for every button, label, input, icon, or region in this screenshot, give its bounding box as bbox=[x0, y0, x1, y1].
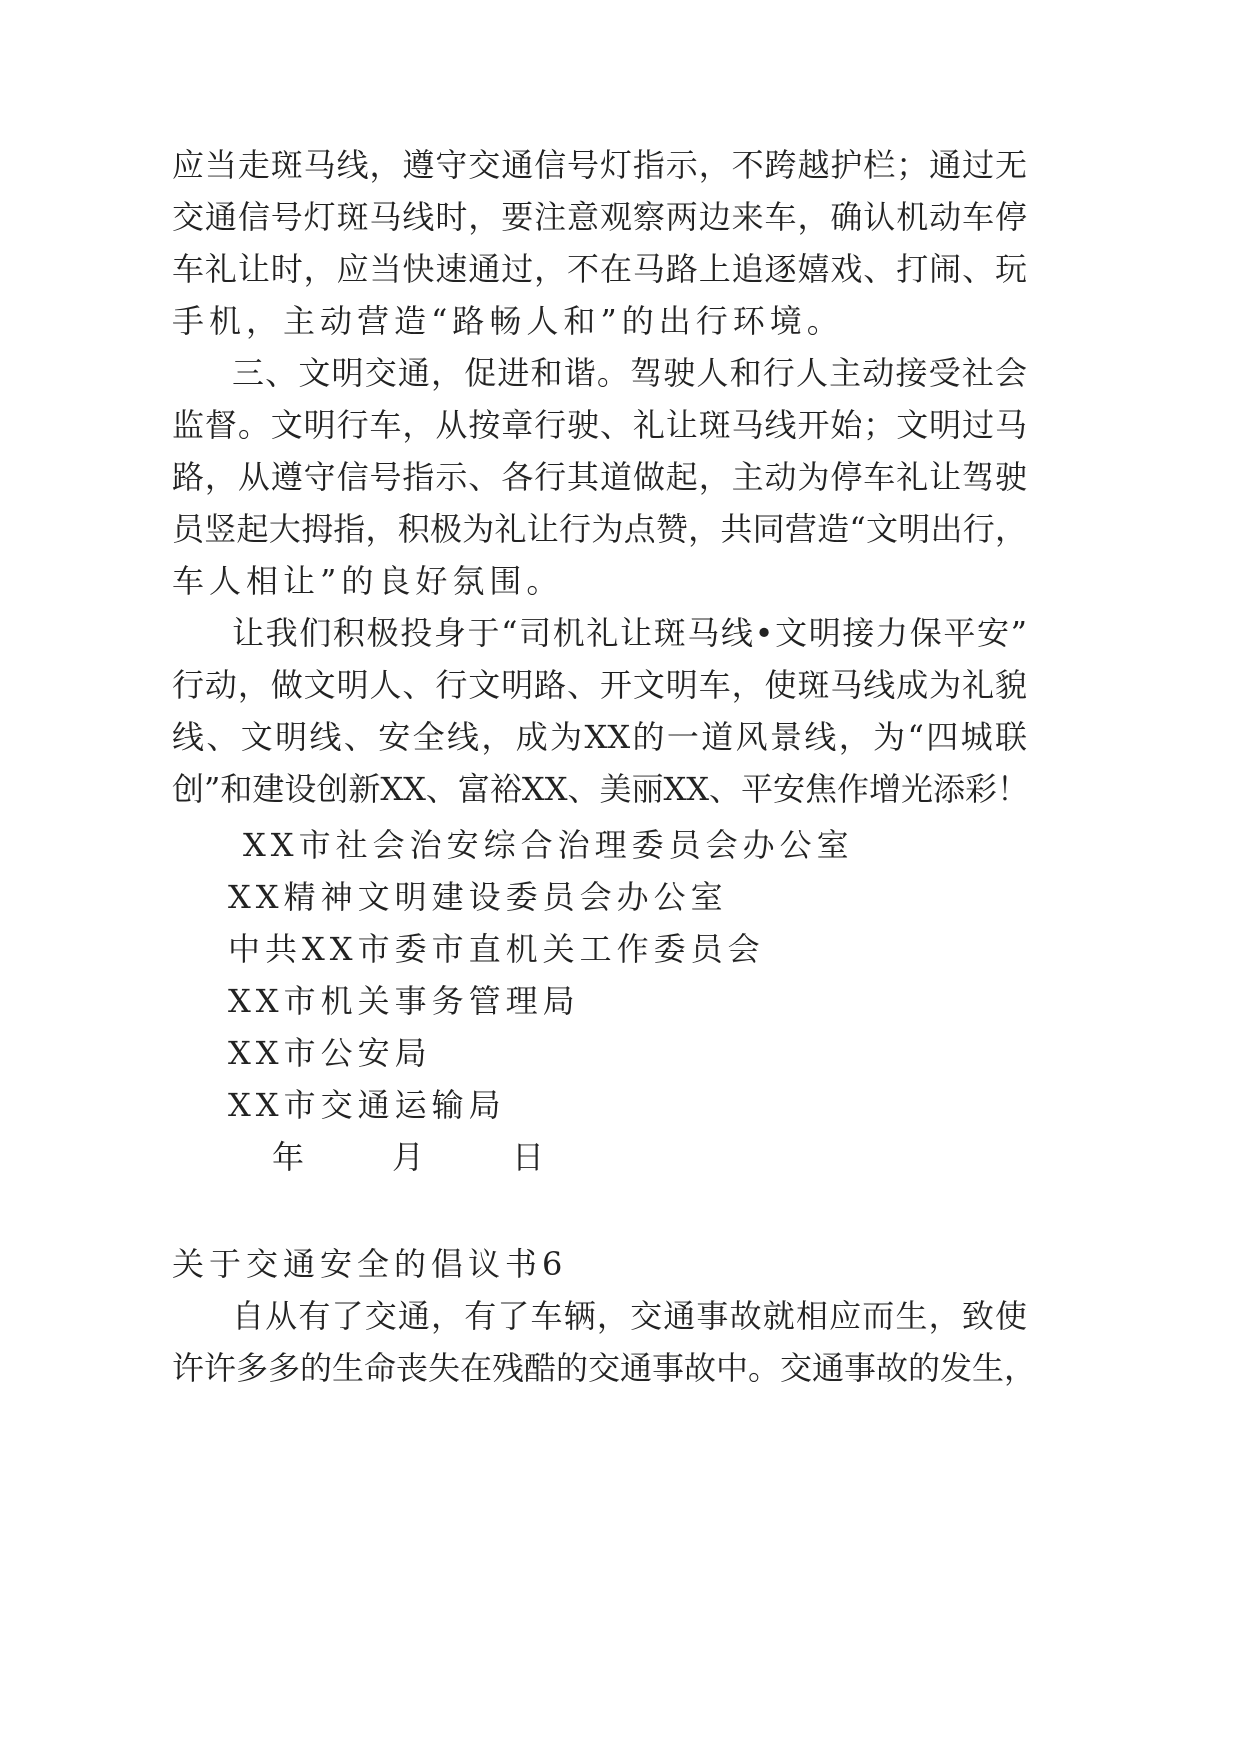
paragraph-line: 车礼让时，应当快速通过，不在马路上追逐嬉戏、打闹、玩 bbox=[172, 250, 1027, 288]
paragraph-line: 路，从遵守信号指示、各行其道做起，主动为停车礼让驾驶 bbox=[172, 458, 1027, 496]
section-title: 关于交通安全的倡议书6 bbox=[172, 1245, 568, 1283]
paragraph-line: 员竖起大拇指，积极为礼让行为点赞，共同营造“文明出行， bbox=[172, 510, 1027, 548]
signatory: XX市机关事务管理局 bbox=[228, 982, 580, 1020]
signatory: XX精神文明建设委员会办公室 bbox=[228, 878, 728, 916]
paragraph-line: 交通信号灯斑马线时，要注意观察两边来车，确认机动车停 bbox=[172, 198, 1027, 236]
signatory: XX市社会治安综合治理委员会办公室 bbox=[243, 826, 854, 864]
paragraph-line: 手机，主动营造“路畅人和”的出行环境。 bbox=[172, 302, 844, 340]
paragraph-line: 车人相让”的良好氛围。 bbox=[172, 562, 564, 600]
signatory: 中共XX市委市直机关工作委员会 bbox=[228, 930, 765, 968]
paragraph-line: 线、文明线、安全线，成为XX的一道风景线，为“四城联 bbox=[172, 718, 1027, 756]
date-line: 年 月 日 bbox=[272, 1138, 553, 1176]
paragraph-line: 创”和建设创新XX、富裕XX、美丽XX、平安焦作增光添彩！ bbox=[172, 770, 1030, 808]
paragraph-line: 自从有了交通，有了车辆，交通事故就相应而生，致使 bbox=[232, 1297, 1027, 1335]
paragraph-line: 监督。文明行车，从按章行驶、礼让斑马线开始；文明过马 bbox=[172, 406, 1027, 444]
paragraph-line: 应当走斑马线，遵守交通信号灯指示，不跨越护栏；通过无 bbox=[172, 146, 1027, 184]
signatory: XX市交通运输局 bbox=[228, 1086, 506, 1124]
paragraph-line: 许许多多的生命丧失在残酷的交通事故中。交通事故的发生， bbox=[172, 1349, 1037, 1387]
paragraph-line: 三、文明交通，促进和谐。驾驶人和行人主动接受社会 bbox=[232, 354, 1027, 392]
paragraph-line: 行动，做文明人、行文明路、开文明车，使斑马线成为礼貌 bbox=[172, 666, 1027, 704]
paragraph-line: 让我们积极投身于“司机礼让斑马线•文明接力保平安” bbox=[232, 614, 1027, 652]
signatory: XX市公安局 bbox=[228, 1034, 432, 1072]
